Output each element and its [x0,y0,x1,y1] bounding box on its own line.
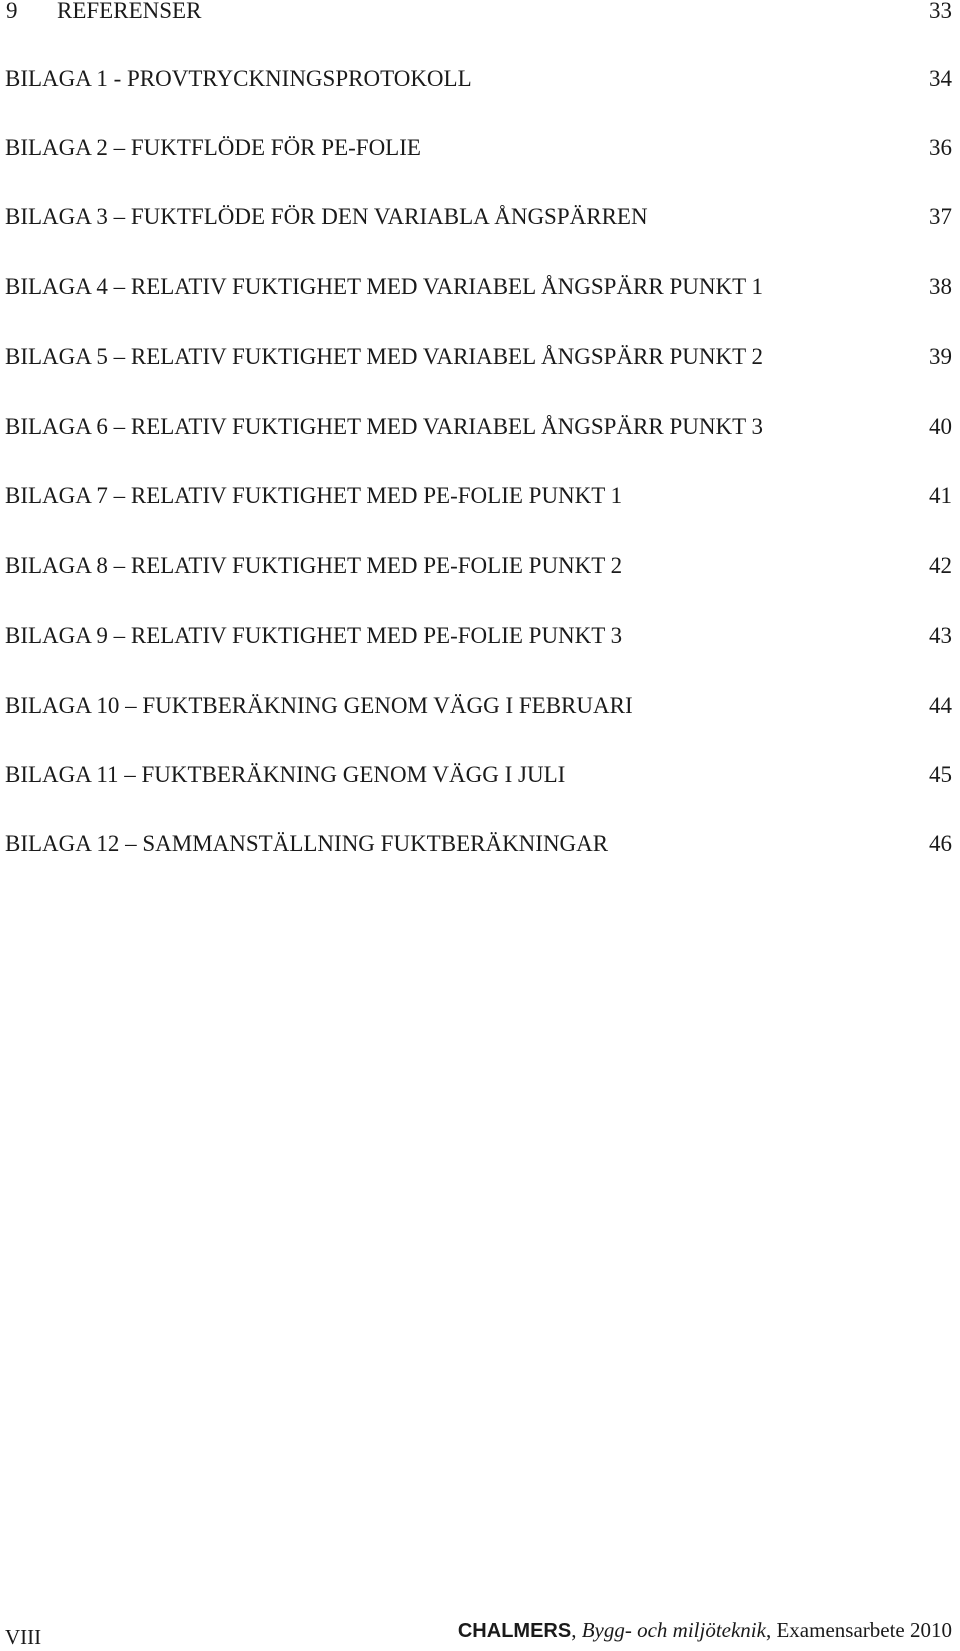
toc-entry-page: 42 [929,553,952,578]
toc-entry-page: 39 [929,344,952,369]
toc-entry-page: 40 [929,414,952,439]
toc-entry-title: BILAGA 6 – RELATIV FUKTIGHET MED VARIABEL ÅNGSPÄRR PUNKT 3 [5,414,763,439]
toc-entry-bilaga-1[interactable] [0,62,952,96]
toc-entry-page: 41 [929,483,952,508]
toc-entry-title: BILAGA 1 - PROVTRYCKNINGSPROTOKOLL [5,66,472,91]
toc-entry-title: BILAGA 3 – FUKTFLÖDE FÖR DEN VARIABLA ÅNGSPÄRREN [5,204,648,229]
toc-entry-bilaga-9[interactable] [0,619,952,653]
toc-entry-page: 43 [929,623,952,648]
toc-entry-title: BILAGA 11 – FUKTBERÄKNING GENOM VÄGG I JULI [5,762,566,787]
footer-document-type: Examensarbete 2010 [776,1618,952,1642]
toc-entry-page: 37 [929,204,952,229]
toc-entry-page: 36 [929,135,952,160]
toc-entry-title: BILAGA 12 – SAMMANSTÄLLNING FUKTBERÄKNINGAR [5,831,609,856]
toc-entry-bilaga-4[interactable] [0,270,952,304]
toc-entry-bilaga-10[interactable] [0,689,952,723]
toc-entry-page: 45 [929,762,952,787]
toc-entry-page: 44 [929,693,952,718]
footer-brand: CHALMERS [457,1620,572,1642]
toc-entry-bilaga-7[interactable] [0,479,952,513]
footer-separator: , [571,1618,582,1642]
toc-entry-bilaga-11[interactable] [0,758,952,792]
toc-entry-title: BILAGA 10 – FUKTBERÄKNING GENOM VÄGG I FEBRUARI [5,693,633,718]
toc-entry-bilaga-5[interactable] [0,340,952,374]
footer-page-number: VIII [5,1625,42,1649]
toc-entry-title: BILAGA 5 – RELATIV FUKTIGHET MED VARIABEL ÅNGSPÄRR PUNKT 2 [5,344,763,369]
toc-entry-page: 46 [929,831,952,856]
toc-entry-title: BILAGA 7 – RELATIV FUKTIGHET MED PE-FOLIE PUNKT 1 [5,483,623,508]
toc-entry-title: REFERENSER [57,0,202,23]
toc-entry-bilaga-6[interactable] [0,410,952,444]
toc-entry-title: BILAGA 4 – RELATIV FUKTIGHET MED VARIABEL ÅNGSPÄRR PUNKT 1 [5,274,763,299]
footer-publication-line [458,1616,952,1645]
toc-entry-page: 33 [929,0,952,23]
toc-entry-bilaga-2[interactable] [0,131,952,165]
toc-entry-title: BILAGA 8 – RELATIV FUKTIGHET MED PE-FOLIE PUNKT 2 [5,553,623,578]
toc-entry-page: 38 [929,274,952,299]
toc-entry-bilaga-8[interactable] [0,549,952,583]
footer-department: Bygg- och miljöteknik [581,1618,766,1642]
toc-entry-bilaga-12[interactable] [0,827,952,861]
toc-entry-number: 9 [6,0,18,23]
toc-entry-bilaga-3[interactable] [0,200,952,234]
toc-entry-title: BILAGA 9 – RELATIV FUKTIGHET MED PE-FOLIE PUNKT 3 [5,623,623,648]
toc-entry-referenser[interactable] [0,0,952,28]
toc-entry-page: 34 [929,66,952,91]
footer-separator: , [765,1618,777,1642]
toc-entry-title: BILAGA 2 – FUKTFLÖDE FÖR PE-FOLIE [5,135,421,160]
